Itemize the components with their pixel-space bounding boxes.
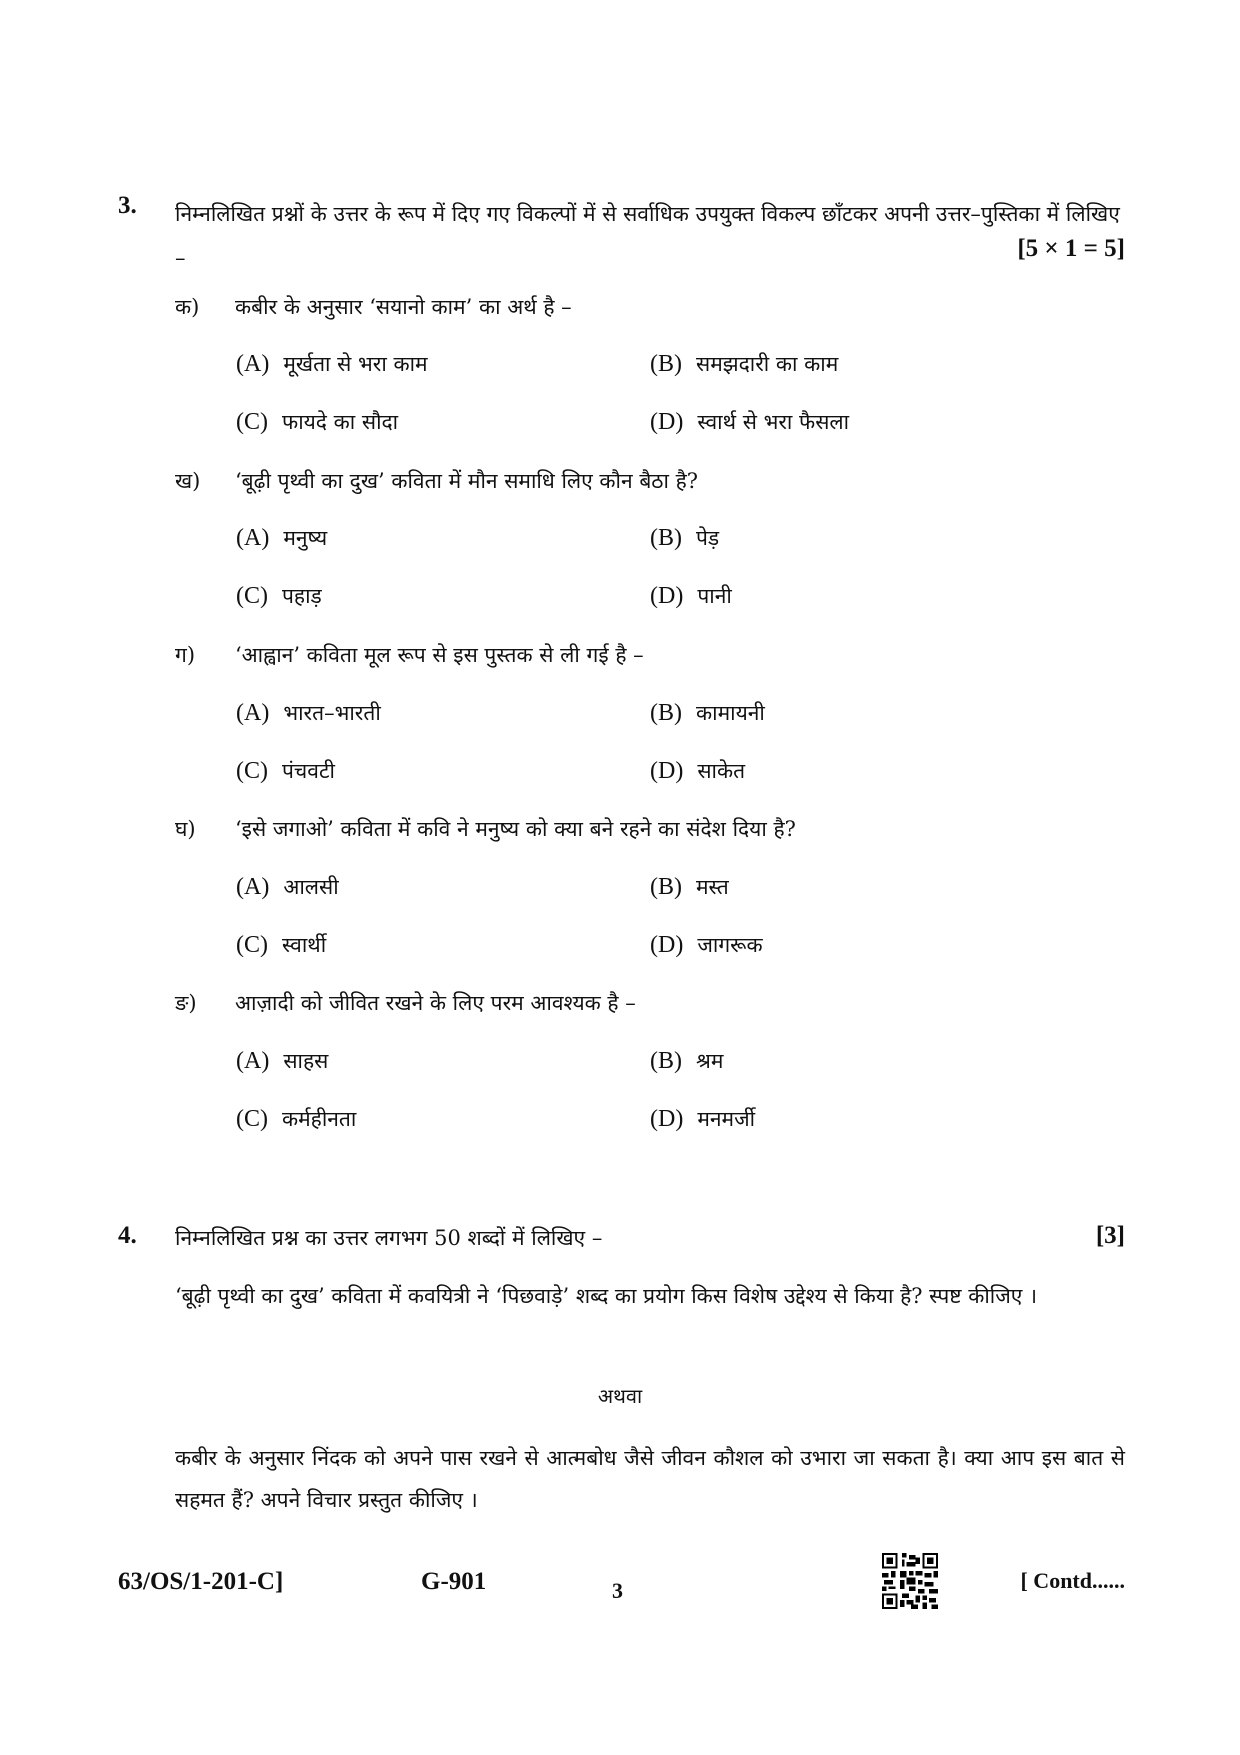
- option-key: (A): [236, 1048, 270, 1074]
- subquestion-label: ग): [175, 643, 196, 667]
- question-4-instruction: निम्नलिखित प्रश्न का उत्तर लगभग 50 शब्दों में लिखिए –: [175, 1226, 603, 1250]
- option-b: [650, 350, 838, 378]
- option-c: [236, 1105, 356, 1133]
- question-3-number: 3.: [118, 192, 137, 219]
- subquestion-text: ‘आह्वान’ कविता मूल रूप से इस पुस्तक से ली गई है –: [235, 643, 644, 667]
- option-key: (B): [650, 351, 682, 377]
- option-key: (B): [650, 700, 682, 726]
- option-c: [236, 931, 326, 959]
- option-key: (B): [650, 874, 682, 900]
- option-text: साकेत: [697, 759, 746, 783]
- option-key: (C): [236, 583, 268, 609]
- subquestion-label: ख): [175, 469, 201, 493]
- option-b: [650, 873, 729, 901]
- option-b: [650, 699, 765, 727]
- option-text: फायदे का सौदा: [282, 410, 399, 434]
- option-key: (A): [236, 351, 270, 377]
- option-key: (D): [650, 409, 684, 435]
- option-text: साहस: [283, 1049, 329, 1073]
- option-text: श्रम: [696, 1049, 724, 1073]
- subquestion-label: ङ): [175, 991, 197, 1015]
- option-key: (A): [236, 874, 270, 900]
- option-c: [236, 408, 398, 436]
- option-key: (C): [236, 409, 268, 435]
- option-d: [650, 408, 849, 436]
- option-b: [650, 524, 719, 552]
- option-text: कामायनी: [696, 701, 765, 725]
- paper-code: 63/OS/1-201-C]: [118, 1568, 284, 1595]
- option-text: मनुष्य: [283, 526, 328, 550]
- option-text: स्वार्थी: [282, 933, 327, 957]
- set-code: G-901: [421, 1568, 487, 1595]
- qr-code-icon: [882, 1553, 938, 1609]
- option-text: समझदारी का काम: [696, 352, 839, 376]
- subquestion-label: क): [175, 295, 200, 319]
- subquestion-text: कबीर के अनुसार ‘सयानो काम’ का अर्थ है –: [235, 295, 572, 319]
- option-key: (D): [650, 932, 684, 958]
- option-text: पानी: [697, 584, 732, 608]
- subquestion-text: ‘बूढ़ी पृथ्वी का दुख’ कविता में मौन समाधि लिए कौन बैठा है?: [235, 469, 699, 493]
- page-number: 3: [612, 1578, 623, 1603]
- option-key: (C): [236, 932, 268, 958]
- or-label: अथवा: [597, 1384, 643, 1408]
- option-a: [236, 524, 327, 552]
- continued-marker: [ Contd......: [1020, 1568, 1125, 1593]
- option-a: [236, 350, 428, 378]
- option-text: मस्त: [696, 875, 729, 899]
- option-key: (B): [650, 1048, 682, 1074]
- option-key: (D): [650, 583, 684, 609]
- option-text: आलसी: [283, 875, 339, 899]
- option-text: स्वार्थ से भरा फैसला: [697, 410, 850, 434]
- option-key: (D): [650, 1106, 684, 1132]
- option-text: जागरूक: [697, 933, 763, 957]
- option-key: (C): [236, 758, 268, 784]
- option-key: (B): [650, 525, 682, 551]
- option-text: कर्महीनता: [282, 1107, 357, 1131]
- option-text: पहाड़: [282, 584, 322, 608]
- option-a: [236, 699, 381, 727]
- option-key: (A): [236, 700, 270, 726]
- subquestion-text: ‘इसे जगाओ’ कविता में कवि ने मनुष्य को क्या बने रहने का संदेश दिया है?: [235, 817, 796, 841]
- question-4-number: 4.: [118, 1222, 137, 1249]
- option-a: [236, 1047, 328, 1075]
- option-text: भारत–भारती: [283, 701, 381, 725]
- option-key: (C): [236, 1106, 268, 1132]
- option-c: [236, 757, 335, 785]
- question-4-marks: [3]: [1095, 1222, 1125, 1249]
- option-text: पंचवटी: [282, 759, 335, 783]
- option-b: [650, 1047, 723, 1075]
- option-text: पेड़: [696, 526, 720, 550]
- question-3-marks: [5 × 1 = 5]: [1017, 235, 1125, 262]
- question-4-alternative: कबीर के अनुसार निंदक को अपने पास रखने से आत्मबोध जैसे जीवन कौशल को उभारा जा सकता है। क्या आप इस बात से सहमत हैं? अपने विचार प्रस्तुत कीजिए ।: [175, 1446, 1125, 1512]
- option-c: [236, 582, 322, 610]
- question-4-text: ‘बूढ़ी पृथ्वी का दुख’ कविता में कवयित्री ने ‘पिछवाड़े’ शब्द का प्रयोग किस विशेष उद्देश्य से किया है? स्पष्ट कीजिए ।: [175, 1284, 1038, 1308]
- option-a: [236, 873, 339, 901]
- subquestion-text: आज़ादी को जीवित रखने के लिए परम आवश्यक है –: [235, 991, 636, 1015]
- question-3-instruction: निम्नलिखित प्रश्नों के उत्तर के रूप में दिए गए विकल्पों में से सर्वाधिक उपयुक्त विकल्प छाँटकर अपनी उत्तर–पुस्तिका में लिखिए –: [175, 202, 1120, 270]
- option-d: [650, 582, 732, 610]
- option-key: (D): [650, 758, 684, 784]
- option-d: [650, 1105, 755, 1133]
- option-key: (A): [236, 525, 270, 551]
- option-text: मनमर्जी: [697, 1107, 756, 1131]
- subquestion-label: घ): [175, 817, 196, 841]
- option-text: मूर्खता से भरा काम: [283, 352, 428, 376]
- option-d: [650, 757, 745, 785]
- option-d: [650, 931, 763, 959]
